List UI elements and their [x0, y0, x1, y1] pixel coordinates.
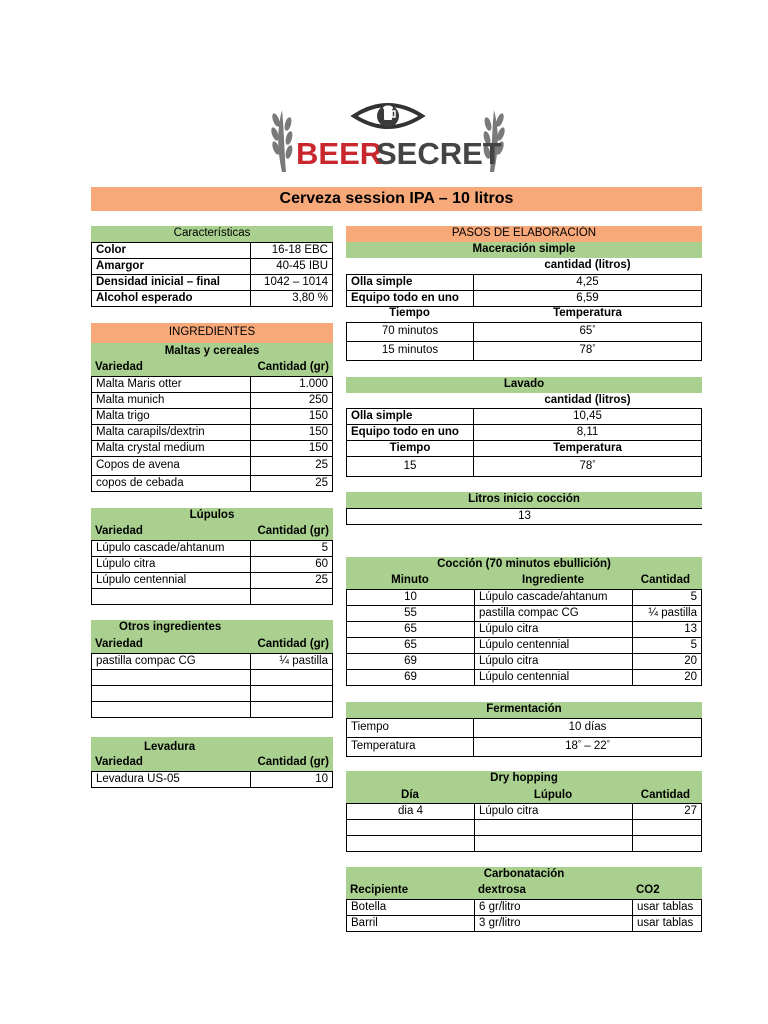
- maltas-row-qty: 150: [250, 440, 333, 457]
- lupulos-col-variedad: Variedad: [95, 525, 143, 538]
- maltas-row-name: Malta carapils/dextrin: [91, 424, 251, 441]
- levadura-row-name: Levadura US-05: [91, 771, 251, 788]
- maltas-row-qty: 25: [250, 456, 333, 476]
- coc-row-qty: 20: [632, 669, 702, 686]
- mac-temp-time: 15 minutos: [346, 341, 474, 361]
- dry-col-dia: Día: [401, 788, 419, 801]
- wheat-left-icon: [270, 110, 294, 172]
- coc-row-min: 10: [346, 589, 475, 606]
- maltas-row-qty: 1.000: [250, 376, 333, 393]
- mac-row-value: 6,59: [473, 290, 702, 307]
- lupulos-row-name: Lúpulo citra: [91, 556, 251, 573]
- carac-value: 40-45 IBU: [250, 258, 333, 275]
- dry-row-lup: [474, 819, 633, 836]
- svg-text:BEER: BEER: [296, 136, 383, 171]
- coccion-col-minuto: Minuto: [391, 574, 429, 587]
- mac-row-label: Equipo todo en uno: [346, 290, 474, 307]
- dry-col-lupulo: Lúpulo: [533, 788, 573, 801]
- coc-row-qty: ¼ pastilla: [632, 605, 702, 622]
- carb-row-co2: usar tablas: [632, 915, 702, 932]
- maceracion-col-tiempo: Tiempo: [389, 307, 430, 320]
- otros-header: Otros ingredientes: [119, 621, 222, 634]
- coc-row-qty: 5: [632, 637, 702, 654]
- lupulos-row-qty: 60: [250, 556, 333, 573]
- maltas-row-name: copos de cebada: [91, 475, 251, 492]
- carac-label: Alcohol esperado: [91, 290, 251, 307]
- carb-col-dextrosa: dextrosa: [478, 884, 526, 897]
- dry-row-dia: [346, 835, 475, 852]
- maltas-row-name: Malta crystal medium: [91, 440, 251, 457]
- dry-row-qty: 27: [632, 803, 702, 820]
- lav-row-label: Olla simple: [346, 408, 474, 425]
- carb-row-dex: 3 gr/litro: [474, 915, 633, 932]
- otros-col-cantidad: Cantidad (gr): [257, 638, 329, 651]
- lupulos-row-qty: 25: [250, 572, 333, 589]
- dry-row-dia: dia 4: [346, 803, 475, 820]
- otros-row-qty: [250, 685, 333, 702]
- carb-header: Carbonatación: [483, 868, 565, 881]
- maltas-row-name: Malta munich: [91, 392, 251, 409]
- fermentacion-temp-value: 18 ° – 22 °: [473, 737, 702, 757]
- levadura-row-qty: 10: [250, 771, 333, 788]
- otros-col-variedad: Variedad: [95, 638, 143, 651]
- lavado-col-tiempo: Tiempo: [346, 440, 474, 457]
- maltas-row-name: Malta Maris otter: [91, 376, 251, 393]
- lupulos-row-name: [91, 588, 251, 605]
- coc-row-ing: pastilla compac CG: [474, 605, 633, 622]
- otros-row-qty: ¼ pastilla: [250, 653, 333, 670]
- otros-row-qty: [250, 701, 333, 718]
- dry-col-cantidad: Cantidad: [640, 788, 690, 801]
- coc-row-qty: 13: [632, 621, 702, 638]
- carac-value: 16-18 EBC: [250, 242, 333, 259]
- lavado-header: Lavado: [346, 377, 702, 393]
- lupulos-col-cantidad: Cantidad (gr): [257, 525, 329, 538]
- carb-row-rec: Barril: [346, 915, 475, 932]
- coc-row-qty: 20: [632, 653, 702, 670]
- pasos-header: PASOS DE ELABORACIÓN: [346, 226, 702, 242]
- maltas-row-qty: 150: [250, 424, 333, 441]
- dry-row-dia: [346, 819, 475, 836]
- maceracion-qty-header: cantidad (litros): [544, 259, 631, 272]
- lupulos-header: Lúpulos: [189, 509, 235, 522]
- coc-row-ing: Lúpulo centennial: [474, 669, 633, 686]
- svg-text:SECRET: SECRET: [376, 136, 502, 171]
- eye-icon: [354, 105, 422, 127]
- maceracion-header: Maceración simple: [346, 242, 702, 258]
- mac-temp-value: 78 °: [473, 341, 702, 361]
- otros-row-qty: [250, 669, 333, 686]
- carb-row-rec: Botella: [346, 899, 475, 916]
- levadura-header: Levadura: [144, 740, 196, 753]
- mac-temp-time: 70 minutos: [346, 322, 474, 342]
- carb-col-recipiente: Recipiente: [350, 884, 409, 897]
- carac-label: Amargor: [91, 258, 251, 275]
- dry-header: Dry hopping: [490, 772, 558, 785]
- maceracion-col-temp: Temperatura: [553, 307, 622, 320]
- lav-temp-value: 78 °: [473, 456, 702, 477]
- otros-row-name: [91, 701, 251, 718]
- fermentacion-temp-label: Temperatura: [346, 737, 474, 757]
- coc-row-ing: Lúpulo citra: [474, 621, 633, 638]
- fermentacion-header: Fermentación: [346, 702, 702, 718]
- lupulos-row-name: Lúpulo centennial: [91, 572, 251, 589]
- coc-row-ing: Lúpulo centennial: [474, 637, 633, 654]
- lav-row-value: 10,45: [473, 408, 702, 425]
- maltas-col-variedad: Variedad: [95, 361, 143, 374]
- mac-row-value: 4,25: [473, 274, 702, 291]
- lav-row-label: Equipo todo en uno: [346, 424, 474, 441]
- dry-row-qty: [632, 835, 702, 852]
- coc-row-min: 65: [346, 637, 475, 654]
- recipe-title: Cerveza session IPA – 10 litros: [91, 187, 702, 211]
- coccion-col-ingrediente: Ingrediente: [522, 574, 584, 587]
- coc-row-min: 55: [346, 605, 475, 622]
- carac-value: 1042 – 1014: [250, 274, 333, 291]
- carb-col-co2: CO2: [636, 884, 660, 897]
- lupulos-row-name: Lúpulo cascade/ahtanum: [91, 540, 251, 557]
- levadura-col-cantidad: Cantidad (gr): [257, 756, 329, 769]
- carac-label: Densidad inicial – final: [91, 274, 251, 291]
- dry-row-lup: Lúpulo citra: [474, 803, 633, 820]
- mac-row-label: Olla simple: [346, 274, 474, 291]
- beersecret-logo: [268, 98, 508, 176]
- maltas-row-qty: 25: [250, 475, 333, 492]
- lavado-col-temp: Temperatura: [473, 440, 702, 457]
- dry-row-qty: [632, 819, 702, 836]
- litros-value: 13: [346, 508, 702, 525]
- lupulos-row-qty: [250, 588, 333, 605]
- mac-temp-value: 65 °: [473, 322, 702, 342]
- lav-row-value: 8,11: [473, 424, 702, 441]
- coc-row-min: 69: [346, 653, 475, 670]
- lupulos-row-qty: 5: [250, 540, 333, 557]
- carac-value: 3,80 %: [250, 290, 333, 307]
- coc-row-ing: Lúpulo citra: [474, 653, 633, 670]
- maltas-row-name: Malta trigo: [91, 408, 251, 425]
- ingredientes-header: INGREDIENTES: [91, 323, 333, 343]
- coc-row-qty: 5: [632, 589, 702, 606]
- lav-temp-time: 15: [346, 456, 474, 477]
- litros-header: Litros inicio cocción: [346, 492, 702, 508]
- maltas-row-qty: 150: [250, 408, 333, 425]
- fermentacion-tiempo-label: Tiempo: [346, 718, 474, 738]
- otros-row-name: pastilla compac CG: [91, 653, 251, 670]
- otros-row-name: [91, 669, 251, 686]
- fermentacion-tiempo-value: 10 días: [473, 718, 702, 738]
- maltas-col-cantidad: Cantidad (gr): [257, 361, 329, 374]
- carb-row-dex: 6 gr/litro: [474, 899, 633, 916]
- maltas-row-name: Copos de avena: [91, 456, 251, 476]
- caracteristicas-header: Características: [91, 226, 333, 242]
- coc-row-ing: Lúpulo cascade/ahtanum: [474, 589, 633, 606]
- levadura-col-variedad: Variedad: [95, 756, 143, 769]
- coccion-header: Cocción (70 minutos ebullición): [437, 558, 611, 571]
- carb-row-co2: usar tablas: [632, 899, 702, 916]
- coc-row-min: 69: [346, 669, 475, 686]
- maltas-row-qty: 250: [250, 392, 333, 409]
- dry-row-lup: [474, 835, 633, 852]
- lavado-qty-header: cantidad (litros): [544, 394, 631, 407]
- maltas-header: Maltas y cereales: [164, 345, 260, 358]
- carac-label: Color: [91, 242, 251, 259]
- coccion-col-cantidad: Cantidad: [640, 574, 690, 587]
- coc-row-min: 65: [346, 621, 475, 638]
- otros-row-name: [91, 685, 251, 702]
